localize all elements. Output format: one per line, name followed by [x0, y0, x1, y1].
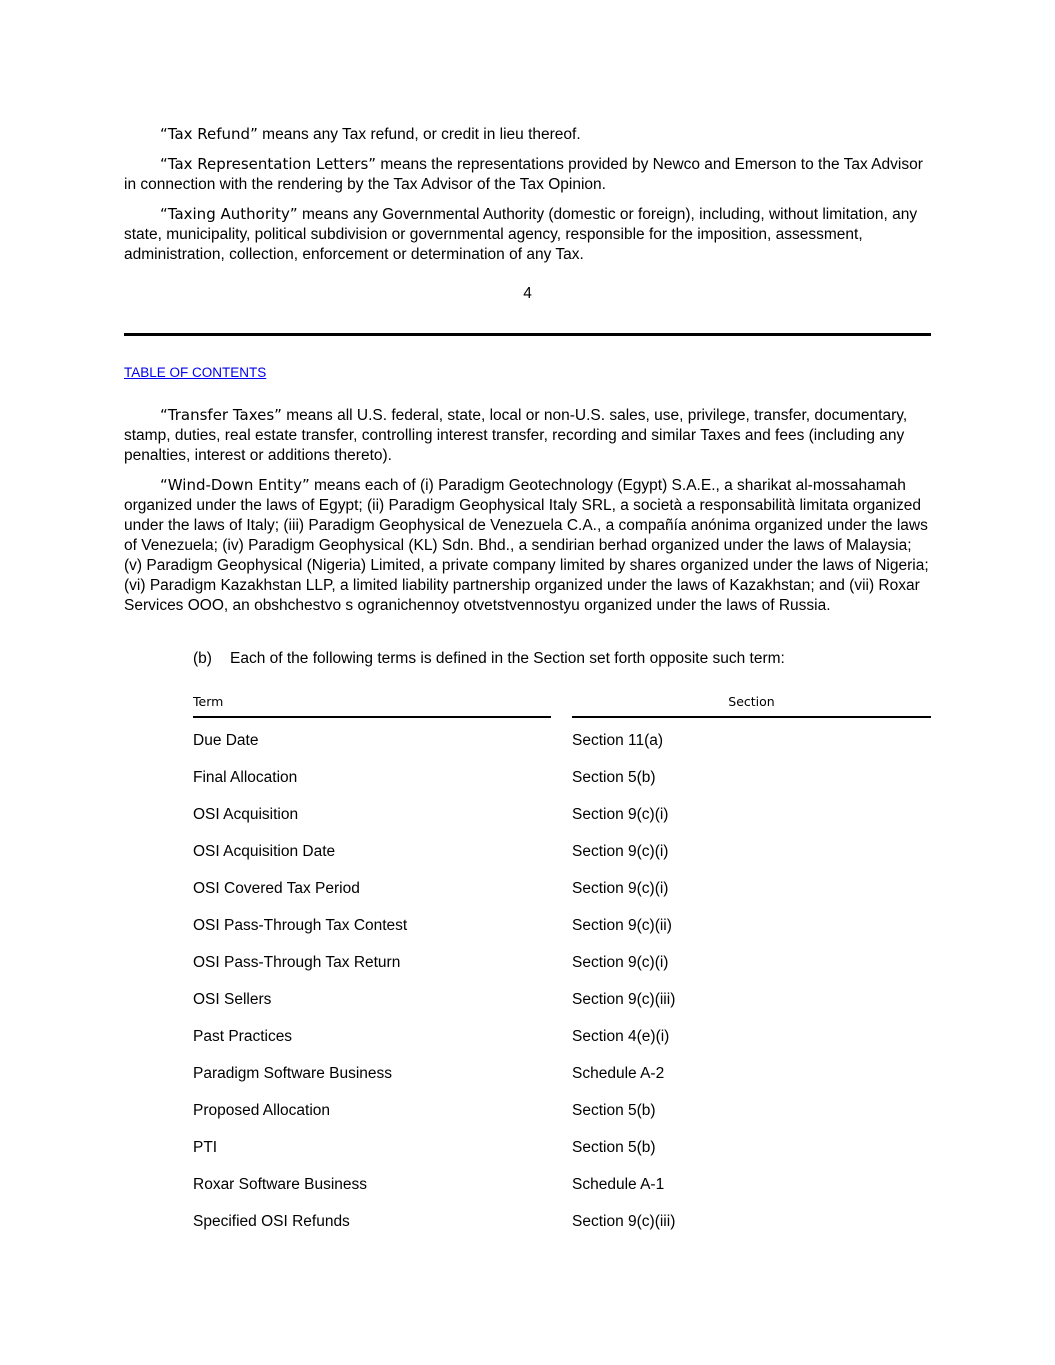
section-cell: Section 9(c)(i) [572, 954, 669, 971]
term-cell: Roxar Software Business [193, 1176, 368, 1193]
term-cell: Due Date [193, 732, 259, 749]
defined-term: “Transfer Taxes” [160, 406, 282, 424]
table-row [193, 842, 931, 879]
section-cell: Schedule A-2 [572, 1065, 665, 1082]
column-header-section: Section [572, 692, 931, 718]
term-cell: Final Allocation [193, 769, 298, 786]
term-cell: OSI Acquisition Date [193, 843, 336, 860]
section-cell: Section 9(c)(iii) [572, 991, 676, 1008]
table-row [193, 805, 931, 842]
table-row [193, 1175, 931, 1212]
table-row [193, 953, 931, 990]
section-cell: Section 9(c)(ii) [572, 917, 672, 934]
table-row [193, 1064, 931, 1101]
column-header-term: Term [193, 692, 551, 718]
table-row [193, 916, 931, 953]
definition-taxing-authority [124, 204, 931, 265]
section-b-text: Each of the following terms is defined in the Section set forth opposite such term: [230, 650, 785, 667]
definition-text: means each of (i) Paradigm Geotechnology (Egypt) S.A.E., a sharikat al-mossahamah organized under the laws of Egypt; (ii) Paradigm Geophysical Italy SRL, a società a responsabilità limitata organized under the laws of Italy; (iii) Paradigm Geophysical de Venezuela C.A., a compañía anónima organized under the laws of Venezuela; (iv) Paradigm Geophysical (KL) Sdn. Bhd., a sendirian berhad organized under the laws of Malaysia; (v) Paradigm Geophysical (Nigeria) Limited, a private company limited by shares organized under the laws of Nigeria; (vi) Paradigm Kazakhstan LLP, a limited liability partnership organized under the laws of Kazakhstan; and (vii) Roxar Services OOO, an obshchestvo s ogranichennoy otvetstvennostyu organized under the laws of Russia. [124, 477, 929, 614]
term-cell: OSI Pass-Through Tax Contest [193, 917, 408, 934]
definition-text: means all U.S. federal, state, local or non-U.S. sales, use, privilege, transfer, documentary, stamp, duties, real estate transfer, controlling interest transfer, recording and similar Taxes and fees (including any penalties, interest or additions thereto). [124, 407, 908, 464]
section-cell: Section 11(a) [572, 732, 664, 749]
definition-text: means the representations provided by Newco and Emerson to the Tax Advisor in connection with the rendering by the Tax Advisor of the Tax Opinion. [124, 156, 923, 193]
table-row [193, 1027, 931, 1064]
section-b-number: (b) [193, 650, 212, 667]
term-cell: PTI [193, 1139, 218, 1156]
section-cell: Section 5(b) [572, 769, 656, 786]
term-cell: Proposed Allocation [193, 1102, 331, 1119]
definition-wind-down-entity [124, 475, 931, 616]
definition-text: means any Tax refund, or credit in lieu thereof. [257, 126, 581, 143]
table-body [193, 731, 931, 1249]
section-cell: Section 9(c)(i) [572, 843, 669, 860]
term-cell: OSI Sellers [193, 991, 272, 1008]
table-row [193, 1212, 931, 1249]
term-cell: Past Practices [193, 1028, 293, 1045]
section-cell: Section 5(b) [572, 1102, 656, 1119]
table-row [193, 1138, 931, 1175]
section-cell: Schedule A-1 [572, 1176, 665, 1193]
section-b-intro [193, 649, 931, 669]
definition-tax-refund [124, 124, 931, 145]
section-cell: Section 4(e)(i) [572, 1028, 670, 1045]
section-cell: Section 9(c)(i) [572, 880, 669, 897]
section-cell: Section 5(b) [572, 1139, 656, 1156]
table-row [193, 731, 931, 768]
term-cell: OSI Covered Tax Period [193, 880, 360, 897]
term-cell: Paradigm Software Business [193, 1065, 393, 1082]
section-cell: Section 9(c)(i) [572, 806, 669, 823]
definition-tax-representation-letters [124, 154, 931, 195]
table-row [193, 990, 931, 1027]
defined-term: “Tax Refund” [160, 125, 258, 143]
table-row [193, 1101, 931, 1138]
term-cell: OSI Acquisition [193, 806, 299, 823]
defined-term: “Taxing Authority” [160, 205, 298, 223]
page-number: 4 [523, 285, 532, 302]
definition-transfer-taxes [124, 405, 931, 466]
term-cell: Specified OSI Refunds [193, 1213, 350, 1230]
section-cell: Section 9(c)(iii) [572, 1213, 676, 1230]
table-of-contents-link[interactable]: TABLE OF CONTENTS [124, 365, 267, 380]
defined-term: “Tax Representation Letters” [160, 155, 377, 173]
table-row [193, 879, 931, 916]
table-row [193, 768, 931, 805]
defined-term: “Wind-Down Entity” [160, 476, 310, 494]
term-cell: OSI Pass-Through Tax Return [193, 954, 401, 971]
definition-text: means any Governmental Authority (domestic or foreign), including, without limitation, any state, municipality, political subdivision or governmental agency, responsible for the imposition, assessment, administration, collection, enforcement or determination of any Tax. [124, 206, 918, 263]
page-divider [124, 333, 931, 336]
